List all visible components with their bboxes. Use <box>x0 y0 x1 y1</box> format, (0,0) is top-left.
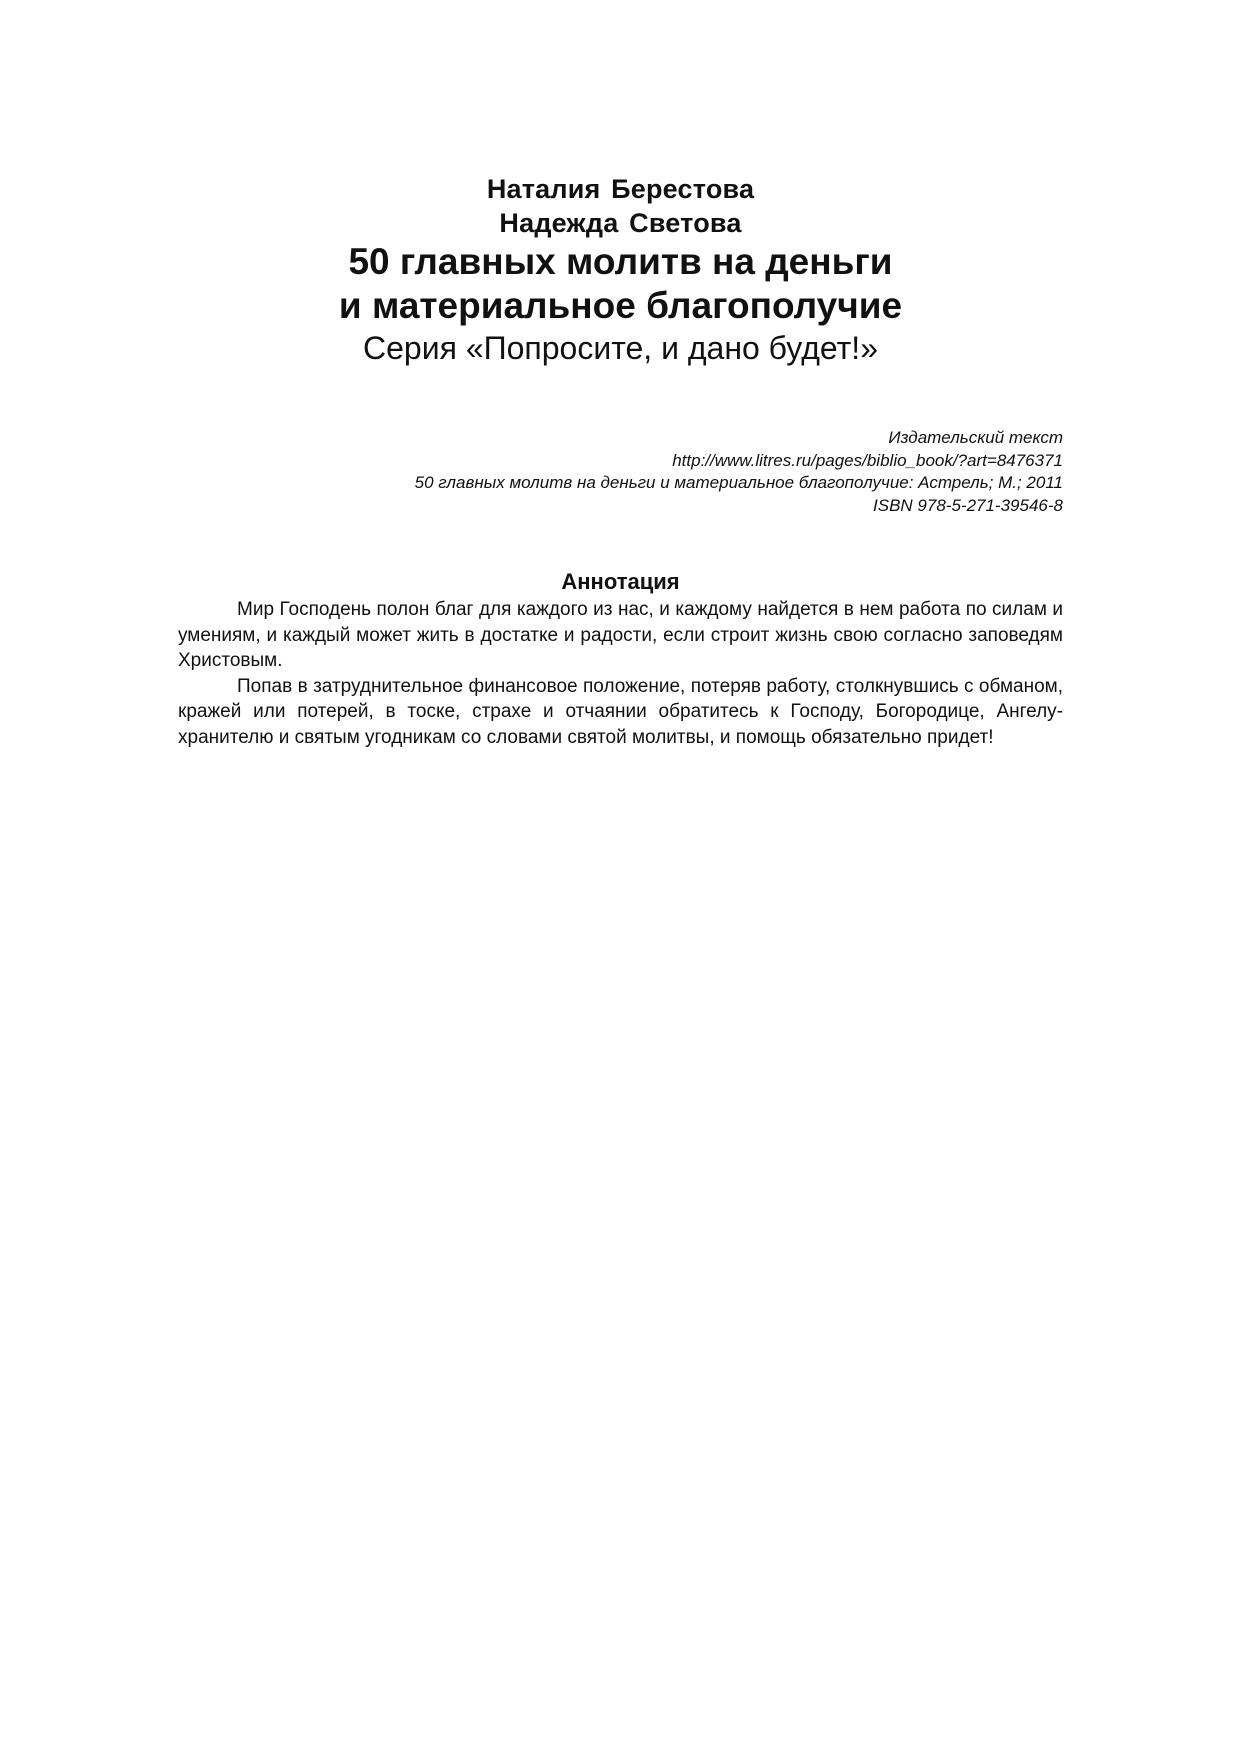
annotation-section <box>178 568 1063 751</box>
author-name: Наталия Берестова <box>486 174 755 204</box>
isbn: ISBN 978-5-271-39546-8 <box>873 495 1063 515</box>
publisher-label: Издательский текст <box>888 428 1063 447</box>
series-title: Серия «Попросите, и дано будет!» <box>363 330 878 366</box>
book-title-line: и материальное благополучие <box>338 285 903 326</box>
title-block <box>0 172 1241 368</box>
annotation-paragraph: Мир Господень полон благ для каждого из нас, и каждому найдется в нем работа по силам и умениям, и каждый может жить в достатке и радости, если строит жизнь свою согласно заповедям Христовым. <box>178 599 1063 672</box>
annotation-paragraph: Попав в затруднительное финансовое положение, потеряв работу, столкнувшись с обманом, кражей или потерей, в тоске, страхе и отчаянии обратитесь к Господу, Богородице, Ангелу-хранителю и святым угодникам со словами святой молитвы, и помощь обязательно придет! <box>178 675 1063 748</box>
source-url: http://www.litres.ru/pages/biblio_book/?art=8476371 <box>672 450 1063 470</box>
publisher-info <box>300 427 1063 517</box>
bibliographic-citation: 50 главных молитв на деньги и материальное благополучие: Астрель; М.; 2011 <box>414 473 1063 492</box>
annotation-heading: Аннотация <box>561 569 680 594</box>
book-title-line: 50 главных молитв на деньги <box>348 241 893 282</box>
author-name: Надежда Светова <box>499 208 742 238</box>
